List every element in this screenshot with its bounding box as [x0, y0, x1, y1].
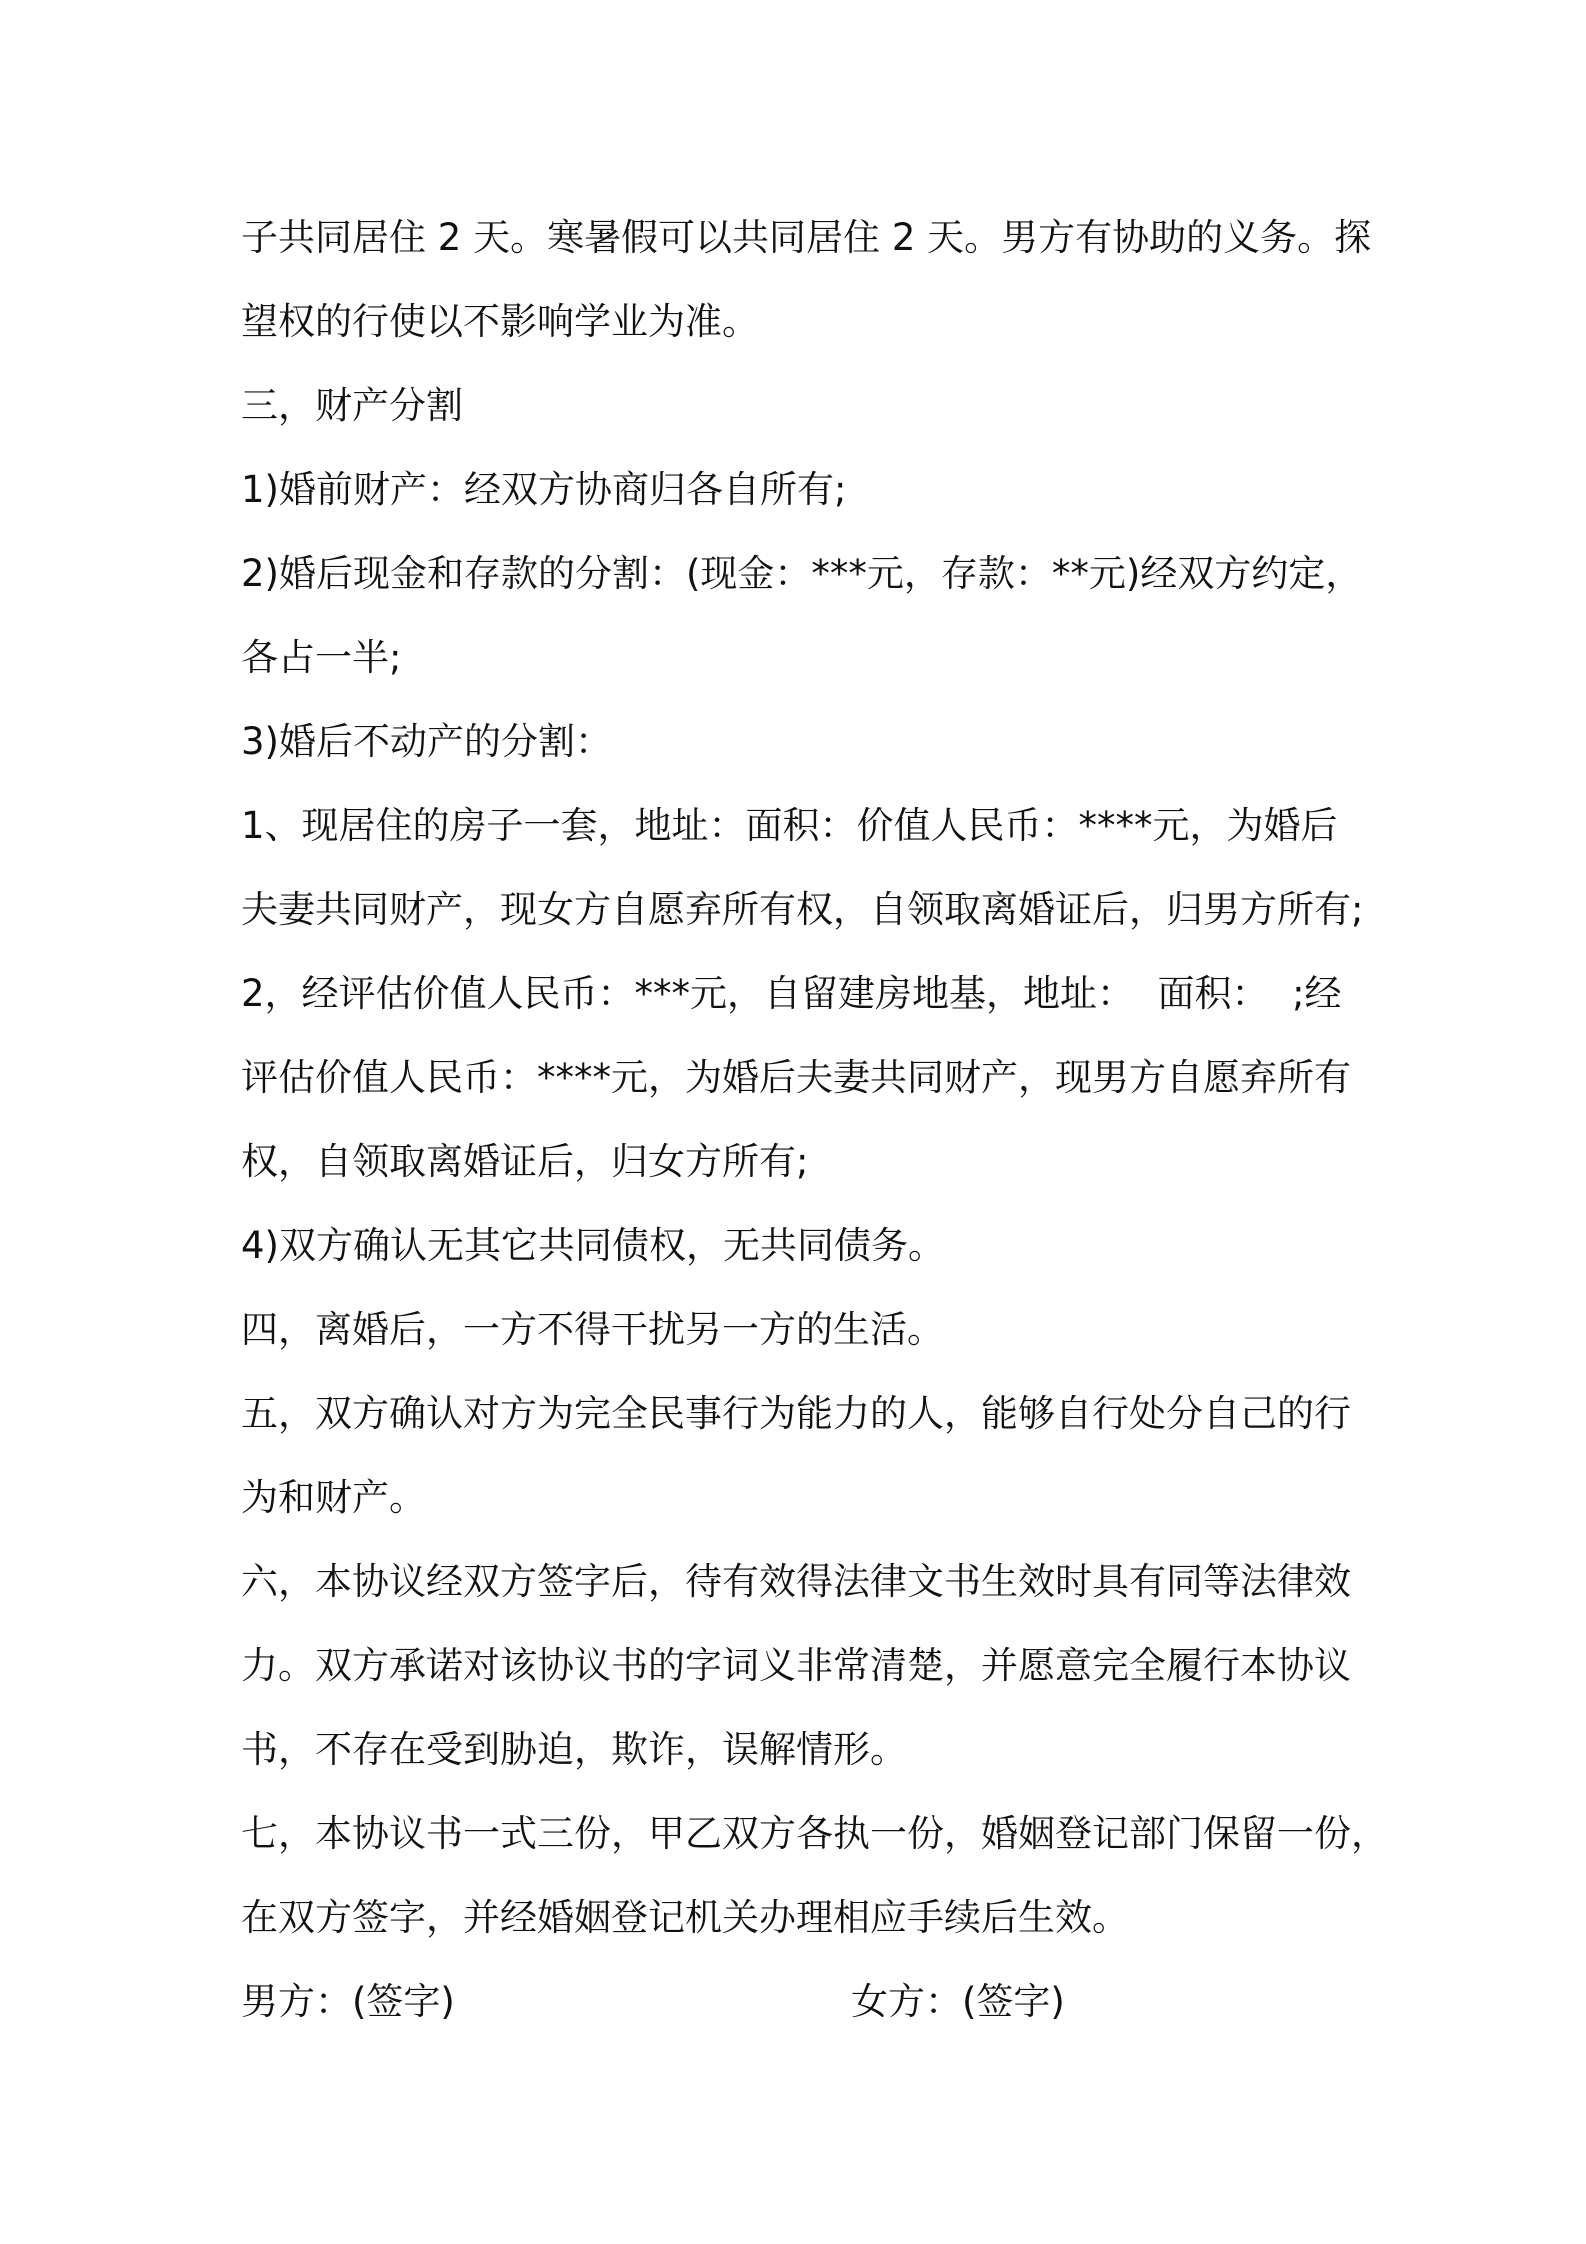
text-line: 1、现居住的房子一套，地址：面积：价值人民币：****元，为婚后	[241, 804, 1338, 847]
text-line: 望权的行使以不影响学业为准。	[241, 300, 759, 343]
text-line: 四，离婚后，一方不得干扰另一方的生活。	[241, 1308, 944, 1351]
text-line: 力。双方承诺对该协议书的字词义非常清楚，并愿意完全履行本协议	[241, 1644, 1351, 1687]
female-signature-label: 女方：(签字)	[851, 1980, 1065, 2023]
text-line: 五，双方确认对方为完全民事行为能力的人，能够自行处分自己的行	[241, 1392, 1351, 1435]
signature-row	[241, 1960, 1361, 2044]
text-line: 4)双方确认无其它共同债权，无共同债务。	[241, 1224, 945, 1267]
text-line: 子共同居住 2 天。寒暑假可以共同居住 2 天。男方有协助的义务。探	[241, 216, 1372, 259]
text-line: 七，本协议书一式三份，甲乙双方各执一份，婚姻登记部门保留一份，	[241, 1812, 1388, 1855]
text-line: 六，本协议经双方签字后，待有效得法律文书生效时具有同等法律效	[241, 1560, 1351, 1603]
text-line: 在双方签字，并经婚姻登记机关办理相应手续后生效。	[241, 1896, 1129, 1939]
text-line: 书，不存在受到胁迫，欺诈，误解情形。	[241, 1728, 907, 1771]
text-line: 2，经评估价值人民币：***元，自留建房地基，地址： 面积： ;经	[241, 972, 1342, 1015]
text-line: 各占一半;	[241, 636, 402, 679]
agreement-text	[241, 196, 1388, 2044]
section-heading-property-division: 三，财产分割	[241, 384, 463, 427]
text-line: 3)婚后不动产的分割：	[241, 720, 612, 763]
male-signature-label: 男方：(签字)	[241, 1980, 455, 2023]
text-line: 权，自领取离婚证后，归女方所有;	[241, 1140, 809, 1183]
text-line: 为和财产。	[241, 1476, 426, 1519]
text-line: 1)婚前财产：经双方协商归各自所有;	[241, 468, 847, 511]
text-line: 2)婚后现金和存款的分割：(现金：***元，存款：**元)经双方约定，	[241, 552, 1363, 595]
text-line: 评估价值人民币：****元，为婚后夫妻共同财产，现男方自愿弃所有	[241, 1056, 1351, 1099]
text-line: 夫妻共同财产，现女方自愿弃所有权，自领取离婚证后，归男方所有;	[241, 888, 1364, 931]
